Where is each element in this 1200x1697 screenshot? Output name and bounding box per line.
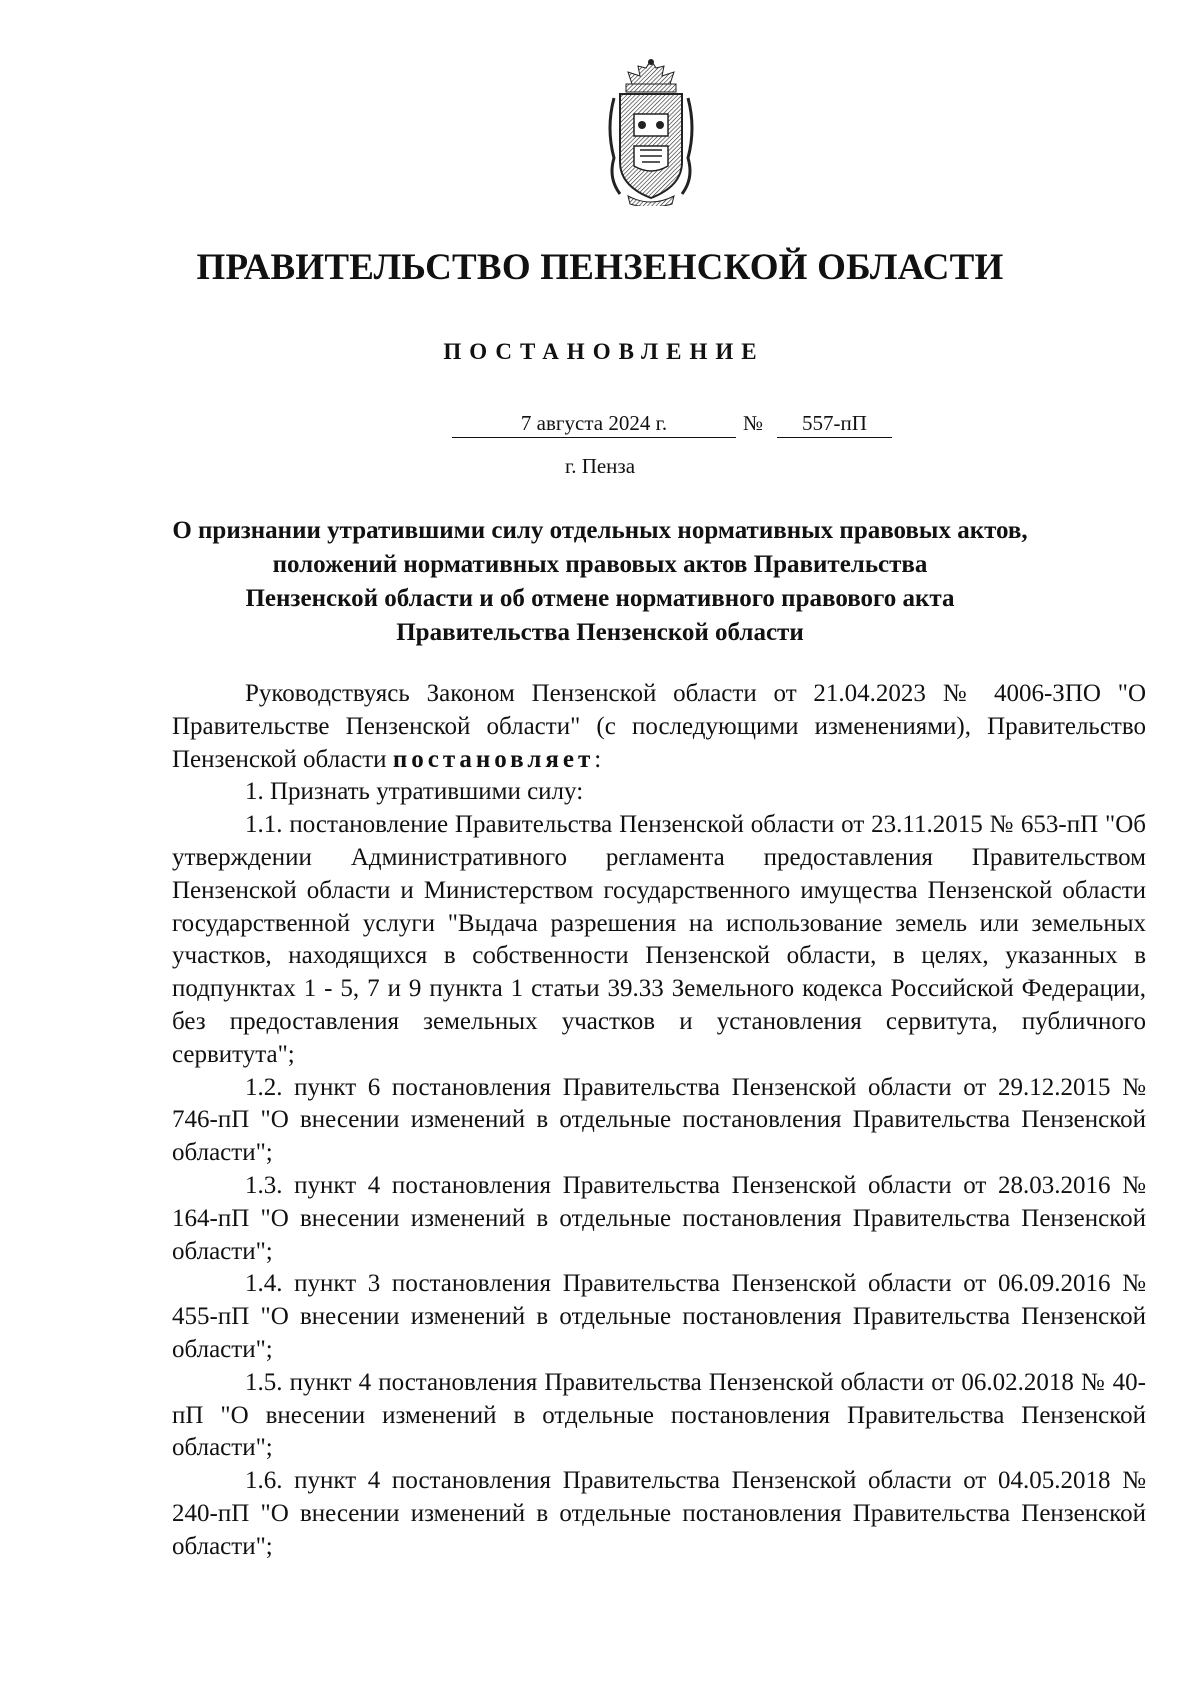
- city: г. Пенза: [564, 454, 636, 478]
- document-title-line: О признании утратившими силу отдельных нормативных правовых актов,: [172, 517, 1028, 544]
- document-title-line: Правительства Пензенской области: [396, 619, 804, 646]
- number-sign: №: [743, 411, 764, 435]
- document-type: ПОСТАНОВЛЕНИЕ: [443, 339, 765, 364]
- item-paragraph: 1.2. пункт 6 постановления Правительства Пензенской области от 29.12.2015 № 746-пП "О внесении изменений в отдельные постановления Правительства Пензенской области";: [172, 1073, 1146, 1167]
- document-title-line: положений нормативных правовых актов Правительства: [272, 551, 928, 578]
- paragraph-1: 1. Признать утратившими силу:: [245, 778, 584, 806]
- document-body: [172, 678, 1146, 1564]
- document-title-line: Пензенской области и об отмене нормативного правового акта: [245, 585, 955, 612]
- item-paragraph: 1.4. пункт 3 постановления Правительства Пензенской области от 06.09.2016 № 455-пП "О внесении изменений в отдельные постановления Правительства Пензенской области";: [172, 1270, 1146, 1363]
- item-paragraph: 1.5. пункт 4 постановления Правительства Пензенской области от 06.02.2018 № 40-пП "О внесении изменений в отдельные постановления Правительства Пензенской области";: [172, 1368, 1146, 1462]
- penza-coat-of-arms-icon: [604, 58, 698, 206]
- document-number: 557-пП: [777, 409, 892, 438]
- intro-paragraph: [172, 678, 1146, 776]
- document-date: 7 августа 2024 г.: [452, 409, 736, 438]
- item-paragraph: 1.3. пункт 4 постановления Правительства Пензенской области от 28.03.2016 № 164-пП "О внесении изменений в отдельные постановления Правительства Пензенской области";: [172, 1171, 1146, 1265]
- item-paragraph: 1.6. пункт 4 постановления Правительства Пензенской области от 04.05.2018 № 240-пП "О внесении изменений в отдельные постановления Правительства Пензенской области";: [172, 1467, 1146, 1560]
- item-paragraph: 1.1. постановление Правительства Пензенской области от 23.11.2015 № 653-пП "Об утверждении Административного регламента предоставления Правительством Пензенской области и Министерством государственного имущества Пензенской области государственной услуги "Выдача разрешения на использование земель или земельных участков, находящихся в собственности Пензенской области, в целях, указанных в подпунктах 1 - 5, 7 и 9 пункта 1 статьи 39.33 Земельного кодекса Российской Федерации, без предоставления земельных участков и установления сервитута, публичного сервитута";: [172, 811, 1146, 1068]
- government-name: ПРАВИТЕЛЬСТВО ПЕНЗЕНСКОЙ ОБЛАСТИ: [196, 247, 1004, 288]
- intro-end: :: [594, 745, 602, 773]
- decree-word: постановляет: [392, 745, 595, 773]
- intro-text: Руководствуясь Законом Пензенской области от 21.04.2023 № 4006-ЗПО "О Правительстве Пензенской области" (с последующими изменениями), Правительство Пензенской области: [172, 680, 1146, 773]
- document-title: [150, 514, 1050, 650]
- date-number-row: [0, 409, 1200, 437]
